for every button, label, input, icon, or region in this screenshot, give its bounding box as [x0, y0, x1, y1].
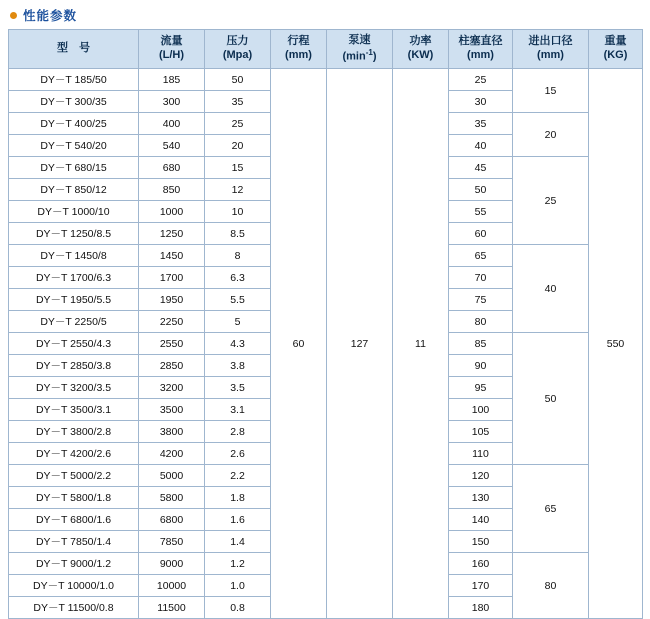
cell-flow: 850	[139, 179, 205, 201]
cell-pressure: 1.0	[205, 575, 271, 597]
cell-plunger-diameter: 40	[449, 135, 513, 157]
cell-plunger-diameter: 105	[449, 421, 513, 443]
cell-model: DY－T 1250/8.5	[9, 223, 139, 245]
cell-flow: 300	[139, 91, 205, 113]
cell-model: DY－T 7850/1.4	[9, 531, 139, 553]
cell-model: DY－T 300/35	[9, 91, 139, 113]
cell-pressure: 5	[205, 311, 271, 333]
cell-model: DY－T 3200/3.5	[9, 377, 139, 399]
col-header-flow: 流量 (L/H)	[139, 30, 205, 69]
cell-plunger-diameter: 150	[449, 531, 513, 553]
cell-port-diameter: 80	[513, 553, 589, 619]
cell-plunger-diameter: 45	[449, 157, 513, 179]
cell-pressure: 20	[205, 135, 271, 157]
cell-flow: 185	[139, 69, 205, 91]
table-row	[9, 69, 643, 91]
cell-flow: 2250	[139, 311, 205, 333]
cell-pressure: 12	[205, 179, 271, 201]
cell-port-diameter: 20	[513, 113, 589, 157]
cell-port-diameter: 50	[513, 333, 589, 465]
page-title: 性能参数	[23, 9, 78, 23]
cell-flow: 6800	[139, 509, 205, 531]
cell-pressure: 4.3	[205, 333, 271, 355]
cell-model: DY－T 1950/5.5	[9, 289, 139, 311]
specifications-table	[8, 29, 643, 619]
cell-plunger-diameter: 25	[449, 69, 513, 91]
table-body	[9, 69, 643, 619]
cell-pressure: 35	[205, 91, 271, 113]
cell-model: DY－T 850/12	[9, 179, 139, 201]
cell-plunger-diameter: 50	[449, 179, 513, 201]
cell-plunger-diameter: 140	[449, 509, 513, 531]
cell-pressure: 8.5	[205, 223, 271, 245]
cell-port-diameter: 65	[513, 465, 589, 553]
cell-plunger-diameter: 35	[449, 113, 513, 135]
cell-pressure: 3.5	[205, 377, 271, 399]
cell-pressure: 1.6	[205, 509, 271, 531]
cell-plunger-diameter: 120	[449, 465, 513, 487]
cell-pressure: 15	[205, 157, 271, 179]
cell-flow: 1700	[139, 267, 205, 289]
cell-pressure: 2.6	[205, 443, 271, 465]
cell-plunger-diameter: 180	[449, 597, 513, 619]
cell-flow: 5800	[139, 487, 205, 509]
cell-pressure: 50	[205, 69, 271, 91]
cell-pressure: 0.8	[205, 597, 271, 619]
cell-pressure: 10	[205, 201, 271, 223]
cell-port-diameter: 15	[513, 69, 589, 113]
cell-pressure: 25	[205, 113, 271, 135]
cell-flow: 1000	[139, 201, 205, 223]
cell-pressure: 6.3	[205, 267, 271, 289]
cell-flow: 680	[139, 157, 205, 179]
cell-model: DY－T 11500/0.8	[9, 597, 139, 619]
cell-pressure: 2.2	[205, 465, 271, 487]
cell-plunger-diameter: 70	[449, 267, 513, 289]
cell-plunger-diameter: 85	[449, 333, 513, 355]
cell-flow: 1950	[139, 289, 205, 311]
cell-plunger-diameter: 80	[449, 311, 513, 333]
cell-flow: 400	[139, 113, 205, 135]
cell-plunger-diameter: 60	[449, 223, 513, 245]
cell-plunger-diameter: 100	[449, 399, 513, 421]
cell-plunger-diameter: 170	[449, 575, 513, 597]
cell-model: DY－T 185/50	[9, 69, 139, 91]
cell-flow: 2550	[139, 333, 205, 355]
cell-flow: 5000	[139, 465, 205, 487]
cell-plunger-diameter: 30	[449, 91, 513, 113]
cell-model: DY－T 4200/2.6	[9, 443, 139, 465]
cell-model: DY－T 3800/2.8	[9, 421, 139, 443]
cell-model: DY－T 9000/1.2	[9, 553, 139, 575]
cell-model: DY－T 1450/8	[9, 245, 139, 267]
bullet-icon	[10, 12, 17, 19]
cell-model: DY－T 3500/3.1	[9, 399, 139, 421]
cell-pressure: 3.8	[205, 355, 271, 377]
cell-pressure: 1.4	[205, 531, 271, 553]
cell-model: DY－T 2850/3.8	[9, 355, 139, 377]
cell-flow: 7850	[139, 531, 205, 553]
cell-stroke: 60	[271, 69, 327, 619]
col-header-port-diameter: 进出口径 (mm)	[513, 30, 589, 69]
cell-plunger-diameter: 130	[449, 487, 513, 509]
col-header-pressure: 压力 (Mpa)	[205, 30, 271, 69]
cell-flow: 10000	[139, 575, 205, 597]
cell-model: DY－T 680/15	[9, 157, 139, 179]
cell-model: DY－T 2550/4.3	[9, 333, 139, 355]
section-heading	[0, 0, 650, 29]
cell-plunger-diameter: 90	[449, 355, 513, 377]
cell-pressure: 5.5	[205, 289, 271, 311]
table-header-row	[9, 30, 643, 69]
cell-plunger-diameter: 95	[449, 377, 513, 399]
cell-pressure: 1.2	[205, 553, 271, 575]
cell-plunger-diameter: 75	[449, 289, 513, 311]
col-header-stroke: 行程 (mm)	[271, 30, 327, 69]
col-header-model: 型 号	[9, 30, 139, 69]
cell-pressure: 8	[205, 245, 271, 267]
cell-model: DY－T 6800/1.6	[9, 509, 139, 531]
cell-plunger-diameter: 55	[449, 201, 513, 223]
col-header-power: 功率 (KW)	[393, 30, 449, 69]
cell-model: DY－T 5000/2.2	[9, 465, 139, 487]
cell-flow: 3500	[139, 399, 205, 421]
cell-model: DY－T 5800/1.8	[9, 487, 139, 509]
cell-flow: 3200	[139, 377, 205, 399]
cell-model: DY－T 400/25	[9, 113, 139, 135]
cell-pressure: 2.8	[205, 421, 271, 443]
cell-port-diameter: 25	[513, 157, 589, 245]
cell-model: DY－T 10000/1.0	[9, 575, 139, 597]
cell-weight: 550	[589, 69, 643, 619]
cell-model: DY－T 1000/10	[9, 201, 139, 223]
cell-power: 11	[393, 69, 449, 619]
cell-plunger-diameter: 160	[449, 553, 513, 575]
cell-port-diameter: 40	[513, 245, 589, 333]
cell-pressure: 1.8	[205, 487, 271, 509]
cell-flow: 2850	[139, 355, 205, 377]
cell-speed: 127	[327, 69, 393, 619]
cell-model: DY－T 2250/5	[9, 311, 139, 333]
cell-flow: 1450	[139, 245, 205, 267]
cell-flow: 4200	[139, 443, 205, 465]
col-header-plunger-diameter: 柱塞直径 (mm)	[449, 30, 513, 69]
cell-flow: 540	[139, 135, 205, 157]
cell-plunger-diameter: 65	[449, 245, 513, 267]
col-header-weight: 重量 (KG)	[589, 30, 643, 69]
cell-flow: 1250	[139, 223, 205, 245]
cell-model: DY－T 540/20	[9, 135, 139, 157]
col-header-speed: 泵速 $(\min^{-1})$	[327, 30, 393, 69]
cell-flow: 9000	[139, 553, 205, 575]
cell-model: DY－T 1700/6.3	[9, 267, 139, 289]
cell-plunger-diameter: 110	[449, 443, 513, 465]
cell-pressure: 3.1	[205, 399, 271, 421]
cell-flow: 3800	[139, 421, 205, 443]
cell-flow: 11500	[139, 597, 205, 619]
